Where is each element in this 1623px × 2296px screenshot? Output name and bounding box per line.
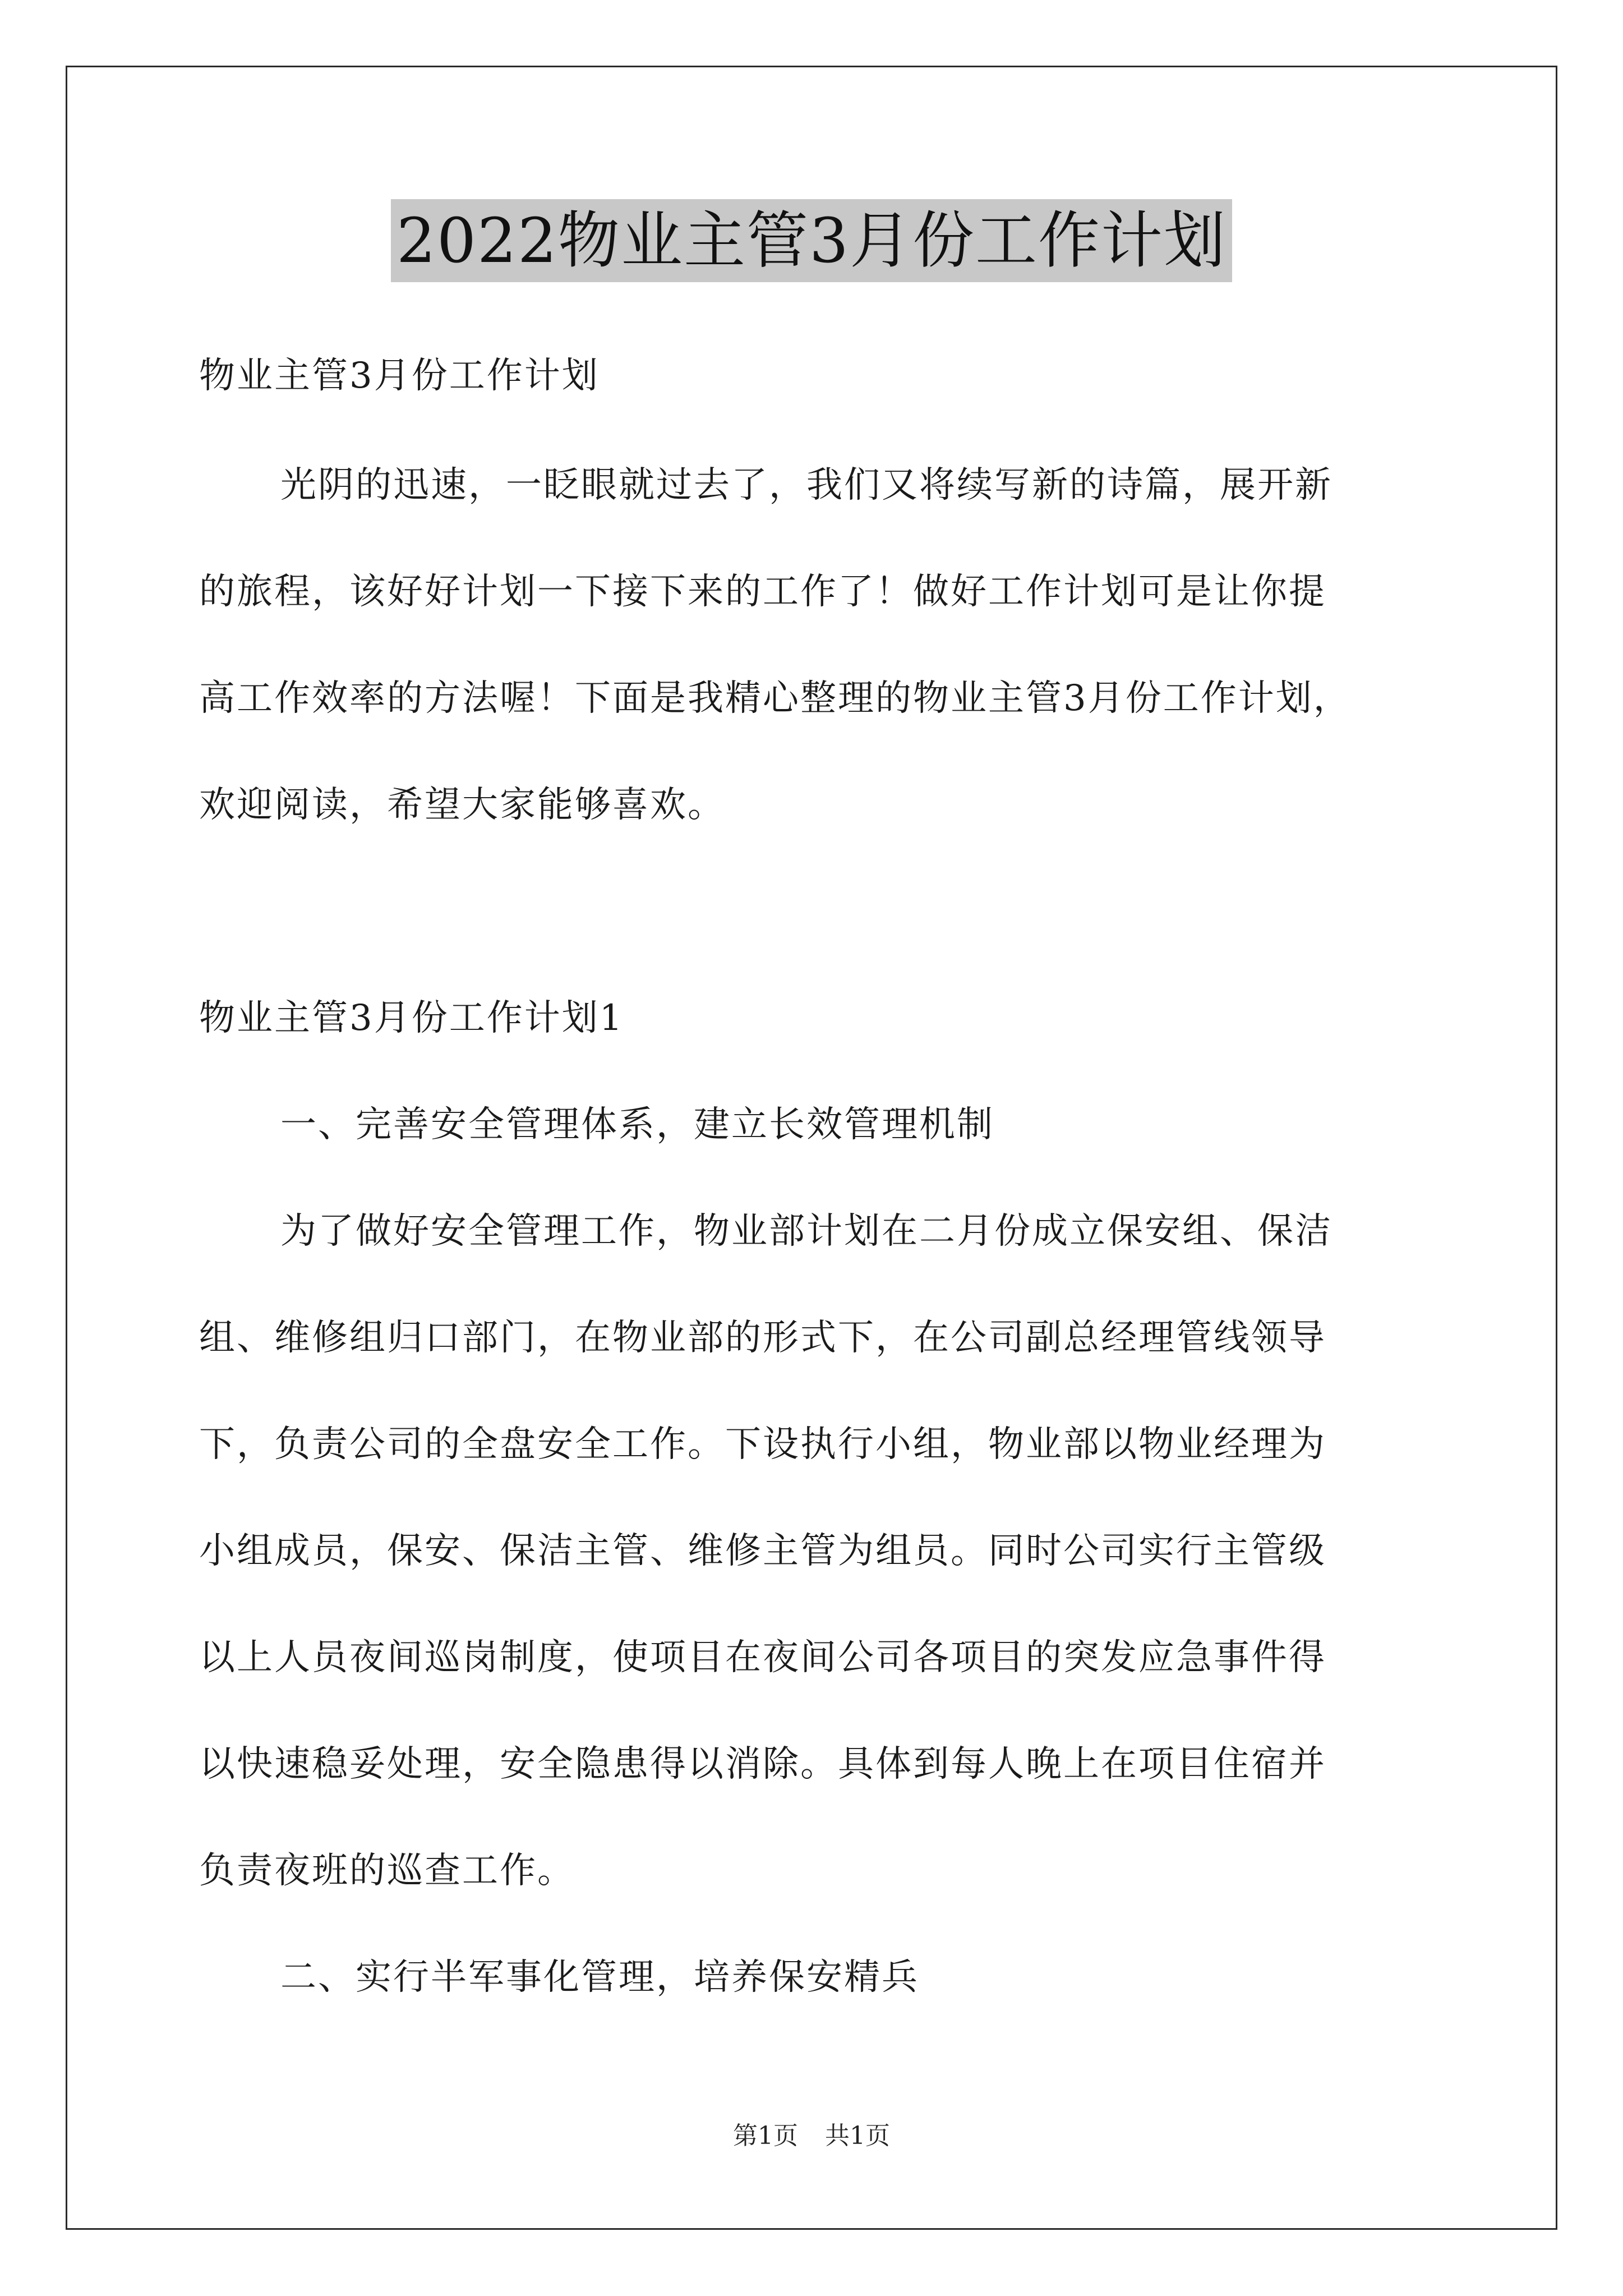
intro-paragraph-line: 光阴的迅速，一眨眼就过去了，我们又将续写新的诗篇，展开新 <box>280 464 1332 506</box>
intro-paragraph-line: 的旅程，该好好计划一下接下来的工作了！做好工作计划可是让你提 <box>199 571 1326 613</box>
document-subtitle: 物业主管3月份工作计划 <box>199 355 600 397</box>
point1-paragraph-line: 下，负责公司的全盘安全工作。下设执行小组，物业部以物业经理为 <box>199 1424 1326 1465</box>
intro-paragraph-line: 欢迎阅读，希望大家能够喜欢。 <box>199 784 725 826</box>
point1-paragraph-line: 为了做好安全管理工作，物业部计划在二月份成立保安组、保洁 <box>280 1211 1332 1252</box>
point1-paragraph-line: 组、维修组归口部门，在物业部的形式下，在公司副总经理管线领导 <box>199 1317 1326 1359</box>
point-heading-2: 二、实行半军事化管理，培养保安精兵 <box>280 1957 919 1998</box>
page-number-current: 第1页 <box>733 2122 798 2150</box>
point-heading-1: 一、完善安全管理体系，建立长效管理机制 <box>280 1104 994 1145</box>
section-heading: 物业主管3月份工作计划1 <box>199 997 624 1039</box>
point1-paragraph-line: 以上人员夜间巡岗制度，使项目在夜间公司各项目的突发应急事件得 <box>199 1637 1326 1678</box>
page-footer <box>0 2120 1623 2152</box>
page-number-total: 共1页 <box>825 2122 890 2150</box>
point1-paragraph-line: 小组成员，保安、保洁主管、维修主管为组员。同时公司实行主管级 <box>199 1530 1326 1572</box>
title-container <box>0 199 1623 282</box>
document-title: 2022物业主管3月份工作计划 <box>391 199 1232 282</box>
point1-paragraph-line: 负责夜班的巡查工作。 <box>199 1850 575 1892</box>
intro-paragraph-line: 高工作效率的方法喔！下面是我精心整理的物业主管3月份工作计划， <box>199 678 1351 719</box>
point1-paragraph-line: 以快速稳妥处理，安全隐患得以消除。具体到每人晚上在项目住宿并 <box>199 1743 1326 1785</box>
